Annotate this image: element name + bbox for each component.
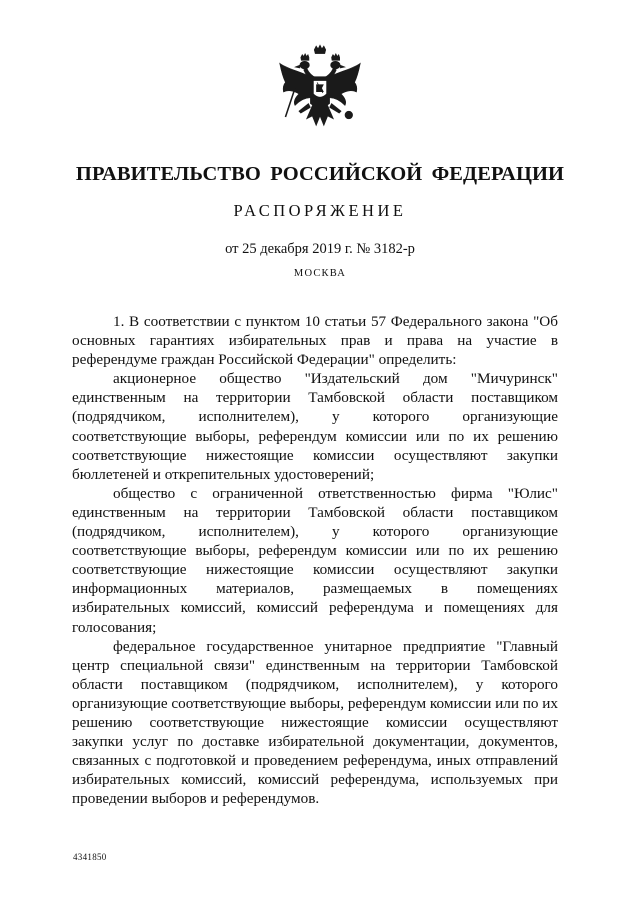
document-code: 4341850 (73, 852, 107, 862)
coat-of-arms-icon (272, 44, 368, 140)
document-type: РАСПОРЯЖЕНИЕ (233, 201, 407, 220)
government-title: ПРАВИТЕЛЬСТВО РОССИЙСКОЙ ФЕДЕРАЦИИ (75, 163, 565, 185)
paragraph-2: акционерное общество "Издательский дом "Мичуринск" единственным на территории Тамбовской области поставщиком (подрядчиком, исполнителем), у которого организующие соответствующие выборы, референдум комиссии или по их решению соответствующие нижестоящие комиссии осуществляют закупки бюллетеней и открепительных удостоверений; (72, 370, 558, 483)
paragraph-4: федеральное государственное унитарное предприятие "Главный центр специальной связи" единственным на территории Тамбовской области поставщиком (подрядчиком, исполнителем), у которого организующие соответствующие выборы, референдум комиссии или по их решению соответствующие нижестоящие комиссии осуществляют закупки услуг по доставке избирательной документации, документов, связанных с подготовкой и проведением референдума, иных отправлений избирательных комиссий, комиссий референдума, используемых при проведении выборов и референдумов. (72, 637, 558, 808)
paragraph-3: общество с ограниченной ответственностью фирма "Юлис" единственным на территории Тамбовской области поставщиком (подрядчиком, исполнителем), у которого организующие соответствующие выборы, референдум комиссии или по их решению соответствующие нижестоящие комиссии осуществляют закупки информационных материалов, размещаемых в помещениях избирательных комиссий, комиссий референдума и помещениях для голосования; (72, 484, 558, 636)
document-city: МОСКВА (293, 268, 347, 279)
paragraph-1: 1. В соответствии с пунктом 10 статьи 57 Федерального закона "Об основных гарантиях избирательных прав и права на участие в референдуме граждан Российской Федерации" определить: (72, 313, 558, 369)
document-body (72, 312, 558, 808)
document-date-number: от 25 декабря 2019 г. № 3182-р (225, 241, 415, 257)
